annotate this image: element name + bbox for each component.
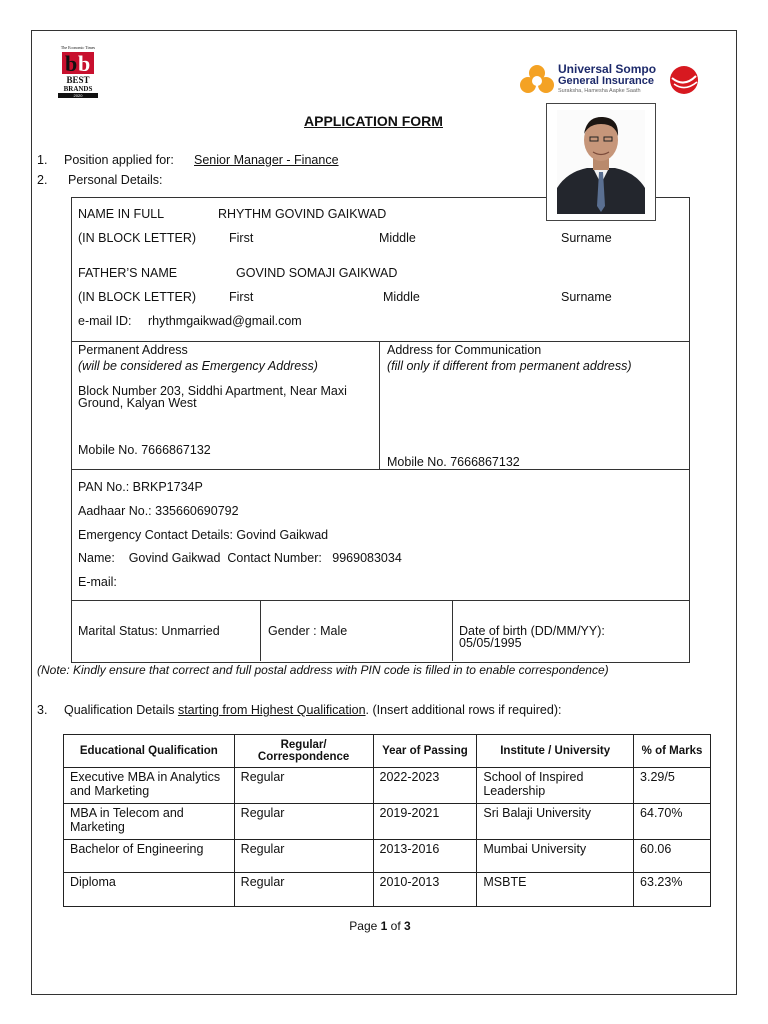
- divider: [71, 600, 689, 601]
- table-row: [64, 840, 711, 873]
- qualification-table: [63, 734, 711, 907]
- aadhaar-number: Aadhaar No.: 335660690792: [78, 504, 239, 518]
- mode-cell: Regular: [234, 804, 373, 840]
- year-cell: 2019-2021: [373, 804, 477, 840]
- table-header-row: [64, 735, 711, 768]
- qualification-cell: Diploma: [64, 873, 235, 907]
- email-value: rhythmgaikwad@gmail.com: [148, 314, 302, 328]
- page-pre: Page: [349, 919, 381, 933]
- emergency-contact-name: Name: Govind Gaikwad Contact Number: 9969083034: [78, 551, 402, 565]
- block-letter-note: (IN BLOCK LETTER): [78, 290, 197, 304]
- sompo-globe-icon: [668, 64, 700, 96]
- permanent-mobile: Mobile No. 7666867132: [78, 443, 211, 457]
- divider: [260, 600, 261, 661]
- communication-address-note: (fill only if different from permanent address): [387, 359, 632, 373]
- table-row: [64, 804, 711, 840]
- logo-best: BEST: [66, 75, 90, 85]
- year-cell: 2010-2013: [373, 873, 477, 907]
- emergency-email: E-mail:: [78, 575, 117, 589]
- qualification-cell: Executive MBA in Analytics and Marketing: [64, 768, 235, 804]
- bb-mark-icon: [62, 50, 102, 76]
- qualification-cell: MBA in Telecom and Marketing: [64, 804, 235, 840]
- page-total: 3: [404, 919, 411, 933]
- first-label: First: [229, 231, 254, 245]
- marks-cell: 64.70%: [634, 804, 711, 840]
- address-note: (Note: Kindly ensure that correct and full postal address with PIN code is filled in to enable correspondence): [37, 663, 609, 677]
- mode-cell: Regular: [234, 768, 373, 804]
- surname-label: Surname: [561, 290, 612, 304]
- marks-cell: 3.29/5: [634, 768, 711, 804]
- page-number: 1: [380, 919, 388, 933]
- best-brands-logo: [58, 45, 98, 99]
- divider: [379, 341, 380, 469]
- qualification-heading-pre: Qualification Details: [64, 703, 178, 717]
- middle-label: Middle: [379, 231, 416, 245]
- logo-small-text: The Economic Times: [60, 45, 96, 50]
- marks-cell: 60.06: [634, 840, 711, 873]
- logo-year: 2020: [58, 93, 98, 98]
- dob-value: 05/05/1995: [459, 636, 522, 650]
- dob-label: Date of birth (DD/MM/YY):: [459, 624, 605, 638]
- middle-label: Middle: [383, 290, 420, 304]
- marital-status: Marital Status: Unmarried: [78, 624, 220, 638]
- section-3-number: 3.: [37, 703, 48, 717]
- form-title: APPLICATION FORM: [304, 113, 443, 129]
- table-row: [64, 768, 711, 804]
- mode-cell: Regular: [234, 840, 373, 873]
- communication-mobile: Mobile No. 7666867132: [387, 455, 520, 469]
- permanent-address-note: (will be considered as Emergency Address): [78, 359, 318, 373]
- qualification-heading: [64, 703, 561, 717]
- qualification-heading-underlined: starting from Highest Qualification: [177, 703, 366, 717]
- person-photo-icon: [557, 110, 645, 214]
- header-institute: Institute / University: [477, 735, 634, 768]
- page-indicator: [0, 919, 760, 933]
- logo-tagline: Suraksha, Hamesha Aapke Saath: [558, 88, 641, 94]
- table-row: [64, 873, 711, 907]
- year-cell: 2013-2016: [373, 840, 477, 873]
- name-value: RHYTHM GOVIND GAIKWAD: [218, 207, 387, 221]
- svg-text:b: b: [78, 51, 91, 76]
- father-name-value: GOVIND SOMAJI GAIKWAD: [236, 266, 398, 280]
- institute-cell: MSBTE: [477, 873, 634, 907]
- institute-cell: School of Inspired Leadership: [477, 768, 634, 804]
- personal-details-label: Personal Details:: [68, 173, 163, 187]
- section-1-number: 1.: [37, 153, 48, 167]
- pan-number: PAN No.: BRKP1734P: [78, 480, 203, 494]
- year-cell: 2022-2023: [373, 768, 477, 804]
- marks-cell: 63.23%: [634, 873, 711, 907]
- qualification-cell: Bachelor of Engineering: [64, 840, 235, 873]
- section-2-number: 2.: [37, 173, 48, 187]
- qualification-heading-post: . (Insert additional rows if required):: [365, 703, 562, 717]
- svg-text:b: b: [65, 51, 78, 76]
- logo-brands: BRANDS: [63, 85, 93, 93]
- header-year: Year of Passing: [373, 735, 477, 768]
- institute-cell: Mumbai University: [477, 840, 634, 873]
- permanent-address-line2: Ground, Kalyan West: [78, 396, 197, 410]
- divider: [452, 600, 453, 661]
- block-letter-note: (IN BLOCK LETTER): [78, 231, 197, 245]
- logo-line1: Universal Sompo: [558, 62, 657, 76]
- sompo-flower-icon: [518, 63, 556, 97]
- emergency-contact: Emergency Contact Details: Govind Gaikwad: [78, 528, 329, 542]
- communication-address-title: Address for Communication: [387, 343, 542, 357]
- logo-line2: General Insurance: [558, 75, 654, 87]
- name-label: NAME IN FULL: [78, 207, 165, 221]
- email-label: e-mail ID:: [78, 314, 132, 328]
- first-label: First: [229, 290, 254, 304]
- position-value: Senior Manager - Finance: [194, 153, 339, 167]
- mode-cell: Regular: [234, 873, 373, 907]
- header-qualification: Educational Qualification: [64, 735, 235, 768]
- position-label: Position applied for:: [64, 153, 174, 167]
- gender: Gender : Male: [268, 624, 348, 638]
- divider: [71, 469, 689, 470]
- divider: [71, 341, 689, 342]
- permanent-address-line1: Block Number 203, Siddhi Apartment, Near Maxi: [78, 384, 347, 398]
- header-marks: % of Marks: [634, 735, 711, 768]
- father-name-label: FATHER’S NAME: [78, 266, 178, 280]
- header-mode: Regular/ Correspondence: [234, 735, 373, 768]
- surname-label: Surname: [561, 231, 612, 245]
- page-mid: of: [387, 919, 405, 933]
- institute-cell: Sri Balaji University: [477, 804, 634, 840]
- permanent-address-title: Permanent Address: [78, 343, 188, 357]
- applicant-photo: [546, 103, 656, 221]
- universal-sompo-logo: [518, 60, 703, 100]
